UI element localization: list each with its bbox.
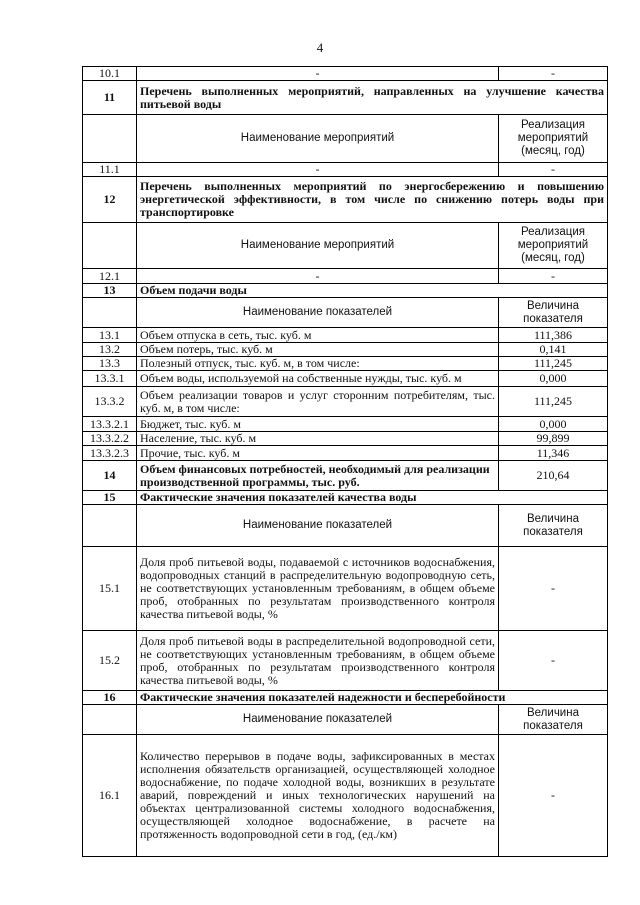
section-number: 16: [83, 691, 137, 705]
row-13-3-2-3: [83, 446, 608, 461]
section-title: Фактические значения показателей качества воды: [137, 491, 608, 505]
row-value: 0,000: [499, 417, 608, 432]
row-number: 13.2: [83, 343, 137, 357]
column-header-value: Реализация мероприятий (месяц, год): [499, 223, 608, 269]
page-number: 4: [316, 40, 324, 55]
row-13-3-2: [83, 387, 608, 417]
row-value: 11,346: [499, 446, 608, 461]
row-text: Объем потерь, тыс. куб. м: [137, 343, 499, 357]
section-13-header: [83, 298, 608, 328]
column-header-name: Наименование показателей: [137, 298, 499, 328]
row-value: 0,141: [499, 343, 608, 357]
row-text: -: [137, 67, 499, 81]
row-value: 111,245: [499, 357, 608, 371]
section-13: [83, 284, 608, 298]
section-16: [83, 691, 608, 705]
row-value: -: [499, 163, 608, 177]
row-number: 13.3.2.3: [83, 446, 137, 461]
row-text: Население, тыс. куб. м: [137, 432, 499, 446]
row-number: 15.1: [83, 547, 137, 631]
row-number: 13.1: [83, 328, 137, 343]
row-13-3-1: [83, 371, 608, 387]
production-program-table: [82, 66, 608, 857]
section-number: 13: [83, 284, 137, 298]
section-15: [83, 491, 608, 505]
section-title: Объем подачи воды: [137, 284, 608, 298]
row-text: -: [137, 163, 499, 177]
section-number: 14: [83, 461, 137, 491]
section-number: 15: [83, 491, 137, 505]
section-number: 12: [83, 177, 137, 223]
row-value: 210,64: [499, 461, 608, 491]
column-header-name: Наименование показателей: [137, 705, 499, 735]
row-number: 13.3.2: [83, 387, 137, 417]
row-number: 13.3: [83, 357, 137, 371]
row-value: 111,245: [499, 387, 608, 417]
section-title: Перечень выполненных мероприятий, направленных на улучшение качества питьевой воды: [137, 81, 608, 115]
column-header-value: Величина показателя: [499, 705, 608, 735]
row-value: -: [499, 547, 608, 631]
section-title: Фактические значения показателей надежности и бесперебойности: [137, 691, 608, 705]
row-text: -: [137, 269, 499, 284]
section-11: [83, 81, 608, 115]
section-12-header: [83, 223, 608, 269]
section-16-header: [83, 705, 608, 735]
section-15-header: [83, 505, 608, 547]
row-number: 12.1: [83, 269, 137, 284]
row-value: -: [499, 269, 608, 284]
row-13-3: [83, 357, 608, 371]
row-text: Объем воды, используемой на собственные нужды, тыс. куб. м: [137, 371, 499, 387]
row-13-1: [83, 328, 608, 343]
row-number: 13.3.1: [83, 371, 137, 387]
row-number: 13.3.2.2: [83, 432, 137, 446]
section-12: [83, 177, 608, 223]
row-text: Прочие, тыс. куб. м: [137, 446, 499, 461]
row-number: 11.1: [83, 163, 137, 177]
row-text: Доля проб питьевой воды, подаваемой с источников водоснабжения, водопроводных станций в распределительную водопроводную сеть, не соответствующих установленным требованиям, в общем объеме проб, отобранных по результатам производственного контроля качества питьевой воды, %: [137, 547, 499, 631]
row-value: 0,000: [499, 371, 608, 387]
row-number: 15.2: [83, 631, 137, 691]
column-header-value: Реализация мероприятий (месяц, год): [499, 115, 608, 163]
row-13-3-2-1: [83, 417, 608, 432]
row-number: 13.3.2.1: [83, 417, 137, 432]
row-value: -: [499, 631, 608, 691]
section-14: [83, 461, 608, 491]
section-title: Перечень выполненных мероприятий по энергосбережению и повышению энергетической эффективности, в том числе по снижению потерь воды при транспортировке: [137, 177, 608, 223]
column-header-name: Наименование показателей: [137, 505, 499, 547]
row-text: Объем отпуска в сеть, тыс. куб. м: [137, 328, 499, 343]
column-header-name: Наименование мероприятий: [137, 115, 499, 163]
row-13-2: [83, 343, 608, 357]
row-12-1: [83, 269, 608, 284]
row-15-1: [83, 547, 608, 631]
row-13-3-2-2: [83, 432, 608, 446]
section-11-header: [83, 115, 608, 163]
row-11-1: [83, 163, 608, 177]
row-15-2: [83, 631, 608, 691]
section-title: Объем финансовых потребностей, необходимый для реализации производственной программы, тыс. руб.: [137, 461, 499, 491]
row-text: Объем реализации товаров и услуг сторонним потребителям, тыс. куб. м, в том числе:: [137, 387, 499, 417]
row-text: Бюджет, тыс. куб. м: [137, 417, 499, 432]
row-number: 10.1: [83, 67, 137, 81]
row-value: 99,899: [499, 432, 608, 446]
section-number: 11: [83, 81, 137, 115]
row-value: 111,386: [499, 328, 608, 343]
row-number: 16.1: [83, 735, 137, 857]
row-value: -: [499, 735, 608, 857]
row-value: -: [499, 67, 608, 81]
column-header-value: Величина показателя: [499, 298, 608, 328]
column-header-name: Наименование мероприятий: [137, 223, 499, 269]
row-text: Полезный отпуск, тыс. куб. м, в том числе:: [137, 357, 499, 371]
row-10-1: [83, 67, 608, 81]
row-16-1: [83, 735, 608, 857]
row-text: Количество перерывов в подаче воды, зафиксированных в местах исполнения обязательств организацией, осуществляющей холодное водоснабжение, по подаче холодной воды, возникших в результате аварий, повреждений и иных технологических нарушений на объектах централизованной системы холодного водоснабжения, осуществляющей холодное водоснабжение, в расчете на протяженность водопроводной сети в год, (ед./км): [137, 735, 499, 857]
column-header-value: Величина показателя: [499, 505, 608, 547]
row-text: Доля проб питьевой воды в распределительной водопроводной сети, не соответствующих установленным требованиям, в общем объеме проб, отобранных по результатам производственного контроля качества питьевой воды, %: [137, 631, 499, 691]
